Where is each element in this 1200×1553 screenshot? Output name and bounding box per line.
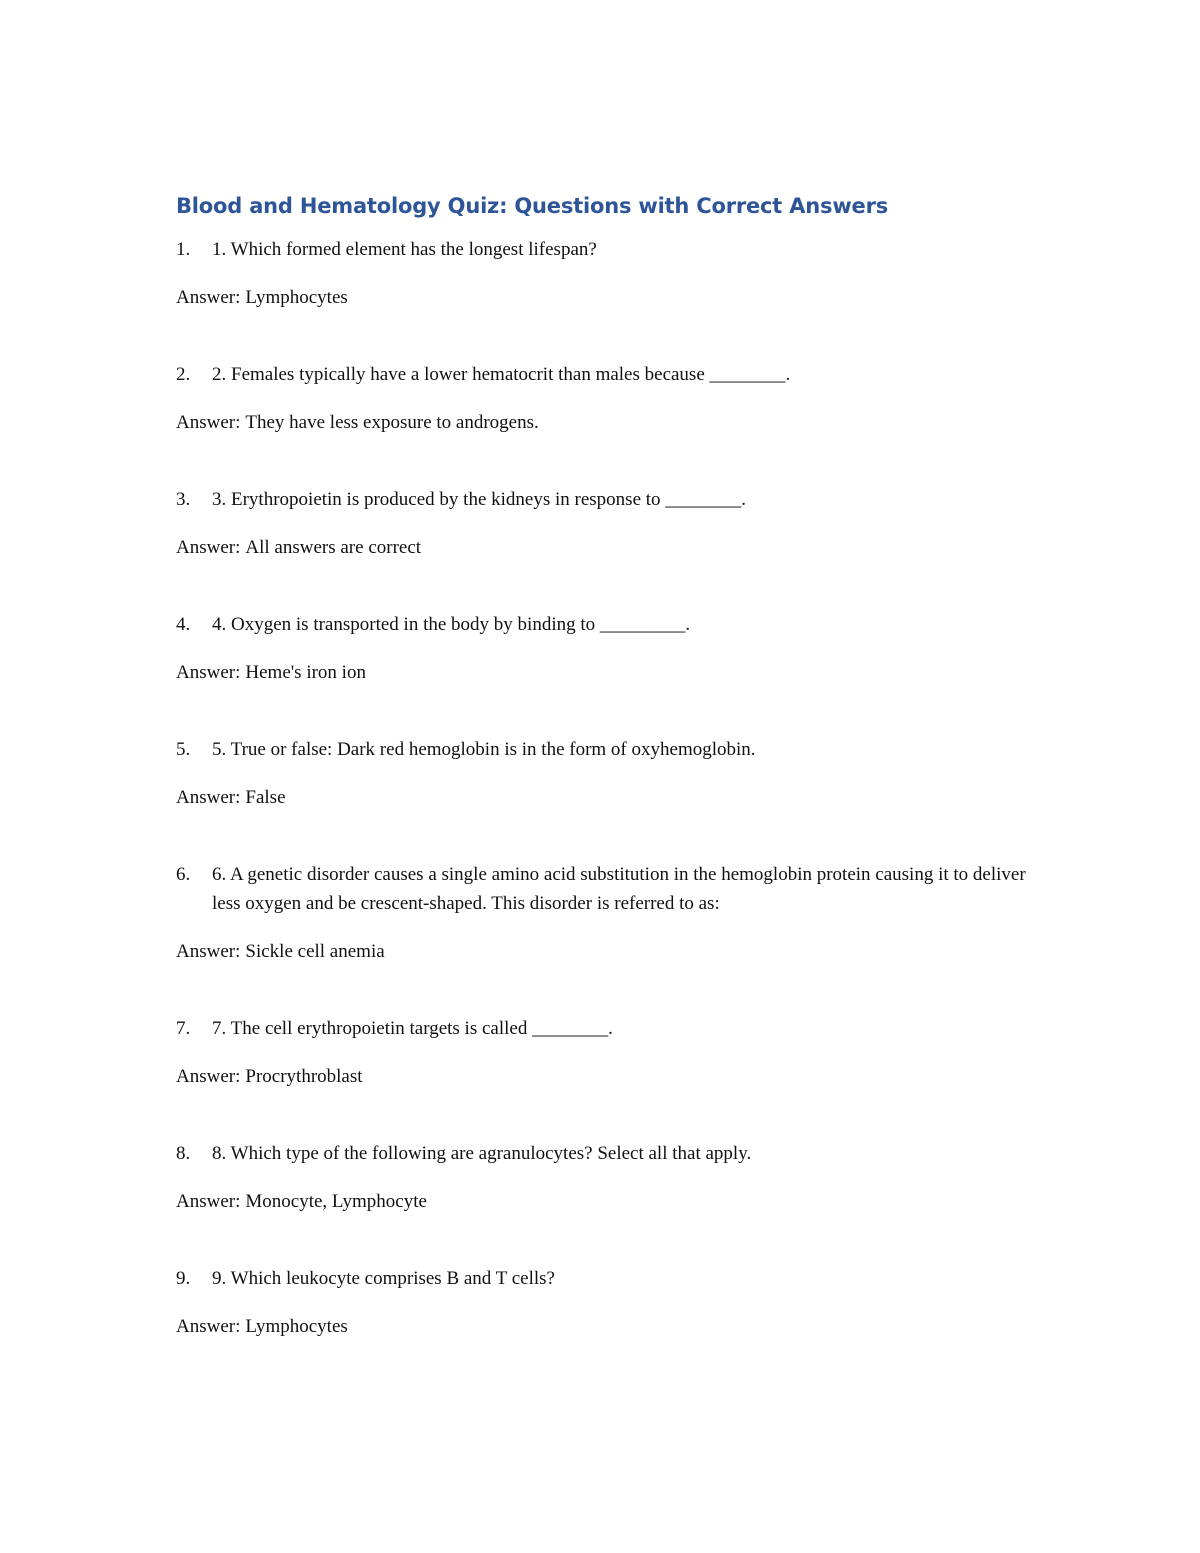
- question: [176, 610, 1036, 639]
- question-number: 7.: [176, 1018, 191, 1039]
- question: [176, 735, 1036, 764]
- qa-item-5: [176, 735, 1036, 812]
- question-number: 2.: [176, 364, 191, 385]
- qa-item-7: [176, 1014, 1036, 1091]
- answer: [176, 1187, 1036, 1216]
- qa-item-9: [176, 1264, 1036, 1341]
- qa-item-6: [176, 860, 1036, 966]
- answer: [176, 1312, 1036, 1341]
- answer: [176, 283, 1036, 312]
- question-text: 1. Which formed element has the longest lifespan?: [212, 239, 597, 260]
- question-number: 8.: [176, 1143, 191, 1164]
- qa-item-3: [176, 485, 1036, 562]
- question-number: 6.: [176, 864, 191, 885]
- question: [176, 235, 1036, 264]
- question: [176, 1264, 1036, 1293]
- answer-label: Answer:: [176, 287, 241, 308]
- answer-label: Answer:: [176, 412, 241, 433]
- question-text: 8. Which type of the following are agranulocytes? Select all that apply.: [212, 1143, 752, 1164]
- question-text: 4. Oxygen is transported in the body by binding to _________.: [212, 614, 691, 635]
- question: [176, 485, 1036, 514]
- question-text: 3. Erythropoietin is produced by the kidneys in response to ________.: [212, 489, 747, 510]
- answer-label: Answer:: [176, 1191, 241, 1212]
- qa-item-2: [176, 360, 1036, 437]
- answer-text: Monocyte, Lymphocyte: [245, 1191, 427, 1212]
- answer-text: False: [245, 787, 286, 808]
- answer-label: Answer:: [176, 662, 241, 683]
- question-number: 1.: [176, 239, 191, 260]
- answer-text: Procrythroblast: [245, 1066, 363, 1087]
- question-number: 3.: [176, 489, 191, 510]
- answer: [176, 783, 1036, 812]
- question: [176, 860, 1036, 918]
- question: [176, 1139, 1036, 1168]
- answer-label: Answer:: [176, 1316, 241, 1337]
- qa-item-4: [176, 610, 1036, 687]
- question-text: 6. A genetic disorder causes a single amino acid substitution in the hemoglobin protein causing it to deliver less oxygen and be crescent-shaped. This disorder is referred to as:: [212, 864, 1026, 914]
- answer-label: Answer:: [176, 1066, 241, 1087]
- answer: [176, 533, 1036, 562]
- answer-text: All answers are correct: [245, 537, 422, 558]
- question-text: 9. Which leukocyte comprises B and T cells?: [212, 1268, 555, 1289]
- question: [176, 1014, 1036, 1043]
- page-title: Blood and Hematology Quiz: Questions with Correct Answers: [176, 194, 889, 218]
- qa-item-8: [176, 1139, 1036, 1216]
- answer-label: Answer:: [176, 537, 241, 558]
- answer: [176, 1062, 1036, 1091]
- answer-text: Heme's iron ion: [245, 662, 366, 683]
- answer: [176, 408, 1036, 437]
- answer-text: Lymphocytes: [245, 1316, 348, 1337]
- question-text: 7. The cell erythropoietin targets is called ________.: [212, 1018, 613, 1039]
- question-number: 5.: [176, 739, 191, 760]
- answer-text: Lymphocytes: [245, 287, 348, 308]
- answer-label: Answer:: [176, 787, 241, 808]
- question: [176, 360, 1036, 389]
- question-text: 5. True or false: Dark red hemoglobin is in the form of oxyhemoglobin.: [212, 739, 756, 760]
- answer: [176, 658, 1036, 687]
- qa-item-1: [176, 235, 1036, 312]
- answer-label: Answer:: [176, 941, 241, 962]
- answer-text: Sickle cell anemia: [245, 941, 385, 962]
- document-content: [176, 191, 1036, 1341]
- question-number: 4.: [176, 614, 191, 635]
- question-text: 2. Females typically have a lower hematocrit than males because ________.: [212, 364, 791, 385]
- answer-text: They have less exposure to androgens.: [245, 412, 539, 433]
- answer: [176, 937, 1036, 966]
- question-number: 9.: [176, 1268, 191, 1289]
